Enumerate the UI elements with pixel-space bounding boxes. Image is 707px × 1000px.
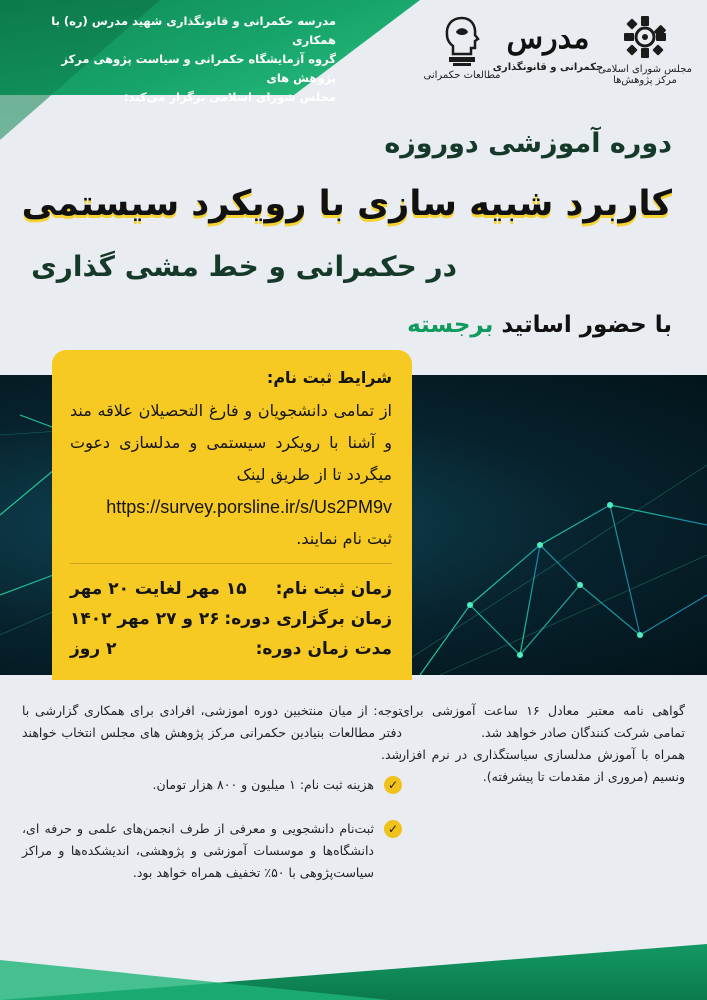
research-center-logo (597, 14, 693, 86)
registration-heading: شرایط ثبت نام: (266, 368, 392, 387)
certificate-info (400, 700, 685, 788)
schedule-value: ۲۶ و ۲۷ مهر ۱۴۰۲ (70, 609, 220, 629)
check-icon: ✓ (384, 776, 402, 794)
seal-icon (622, 14, 668, 60)
organizer-line: گروه آزمایشگاه حکمرانی و سیاست پژوهی مرکز پژوهش های (61, 52, 336, 85)
course-title-subject: در حکمرانی و خط مشی گذاری (31, 250, 457, 283)
course-title-main: کاربرد شبیه سازی با رویکرد سیستمی (21, 184, 672, 224)
modares-logo (492, 14, 604, 73)
fee-text: هزینه ثبت نام: ۱ میلیون و ۸۰۰ هزار تومان. (152, 777, 374, 792)
seal-caption-1: مجلس شورای اسلامی (597, 64, 693, 75)
modares-wordmark: مدرس (506, 21, 590, 56)
schedule-row (70, 634, 392, 664)
seal-caption-2: مرکز پژوهش‌ها (613, 75, 677, 86)
modares-caption: حکمرانی و قانونگذاری (492, 62, 604, 73)
organizer-text (16, 12, 336, 107)
schedule-value: ۱۵ مهر لغایت ۲۰ مهر (70, 579, 247, 599)
organizer-line: مدرسه حکمرانی و قانونگذاری شهید مدرس (ره) با همکاری (51, 14, 336, 47)
schedule-row (70, 574, 392, 604)
schedule-label: مدت زمان دوره: (255, 639, 392, 659)
schedule-value: ۲ روز (70, 639, 117, 659)
registration-description: از تمامی دانشجویان و فارغ التحصیلان علاقه مند و آشنا با رویکرد سیستمی و مدلسازی دعوت میگردد تا از طریق لینک (70, 401, 392, 484)
schedule-label: زمان برگزاری دوره: (224, 609, 392, 629)
registration-card (52, 350, 412, 680)
governance-studies-logo (422, 14, 502, 81)
registration-link[interactable]: https://survey.porsline.ir/s/Us2PM9v (106, 497, 392, 517)
registration-description-end: ثبت نام نمایند. (296, 529, 392, 548)
schedule-row (70, 604, 392, 634)
tagline-accent: برجسته (407, 312, 494, 338)
motalat-caption: مطالعات حکمرانی (423, 70, 501, 81)
certificate-paragraph: گواهی نامه معتبر معادل ۱۶ ساعت آموزشی برای تمامی شرکت کنندگان صادر خواهد شد. (400, 703, 685, 740)
fee-info (22, 700, 402, 884)
discount-bullet (22, 818, 402, 884)
organizer-line: مجلس شورای اسلامی برگزار می‌کند: (124, 90, 336, 104)
course-tagline (0, 312, 707, 338)
discount-text: ثبت‌نام دانشجویی و معرفی از طرف انجمن‌های علمی و حرفه ای، دانشگاه‌ها و موسسات آموزشی و پژوهشی، اندیشکده‌ها و مراکز سیاست‌پژوهی با ۵۰٪ تخفیف همراه خواهد بود. (22, 821, 374, 880)
tagline-text: با حضور اساتید (493, 312, 672, 338)
software-paragraph: همراه با آموزش مدلسازی سیاستگذاری در نرم افزار ونسیم (مروری از مقدمات تا پیشرفته). (400, 747, 685, 784)
course-title-intro: دوره آموزشی دوروزه (384, 128, 672, 159)
card-divider (70, 563, 392, 564)
check-icon: ✓ (384, 820, 402, 838)
head-profile-icon (439, 14, 485, 66)
fee-bullet (22, 774, 402, 796)
schedule-label: زمان ثبت نام: (275, 579, 392, 599)
selection-note: توجه: از میان منتخبین دوره اموزشی، افرادی برای همکاری گزارشی با دفتر مطالعات بنیادین حکمرانی مرکز پژوهش های مجلس انتخاب خواهند شد. (22, 703, 402, 762)
